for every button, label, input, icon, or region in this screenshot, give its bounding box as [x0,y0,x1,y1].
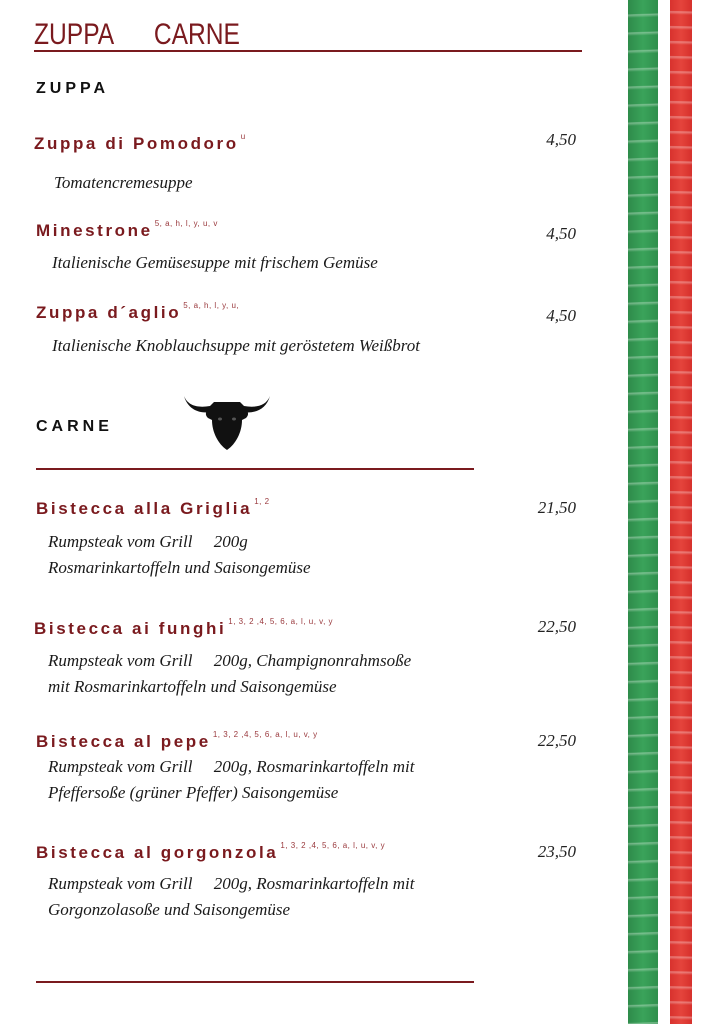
dish-description-line1: Rumpsteak vom Grill 200g, Rosmarinkartoffeln mit [48,757,415,776]
dish-minestrone [36,219,218,241]
dish-name: Zuppa d´aglio [36,303,182,322]
dish-name: Bistecca al gorgonzola [36,843,279,862]
dish-bistecca-al-gorgonzola [36,841,385,863]
allergen-codes: 1, 3, 2 ,4, 5, 6, a, l, u, v, y [280,841,386,850]
allergen-codes: 1, 3, 2 ,4, 5, 6, a, l, u, v, y [212,730,318,739]
bull-head-icon [182,392,272,452]
section-heading-carne: CARNE [36,418,113,435]
dish-description-line2: Rosmarinkartoffeln und Saisongemüse [48,558,311,577]
allergen-codes: 1, 3, 2 ,4, 5, 6, a, l, u, v, y [228,617,334,626]
flag-stripe-green [628,0,658,1024]
dish-bistecca-al-pepe [36,730,318,752]
dish-price: 4,50 [546,130,576,149]
flag-stripe-red [670,0,692,1024]
dish-price: 23,50 [537,842,576,861]
dish-description-line1: Rumpsteak vom Grill 200g, Rosmarinkartoffeln mit [48,874,415,893]
dish-description-line2: mit Rosmarinkartoffeln und Saisongemüse [48,677,337,696]
allergen-codes: 5, a, h, l, y, u, [183,301,240,310]
section-heading-zuppa: ZUPPA [36,80,110,97]
dish-description: Tomatencremesuppe [54,173,193,192]
page-title: ZUPPA CARNE [34,18,240,51]
dish-price: 21,50 [537,498,576,517]
dish-name: Bistecca ai funghi [34,619,227,638]
dish-name: Zuppa di Pomodoro [34,134,239,153]
dish-bistecca-ai-funghi [34,617,333,639]
dish-bistecca-alla-griglia [36,497,270,519]
dish-price: 4,50 [546,306,576,325]
dish-description-line1: Rumpsteak vom Grill 200g [48,532,248,551]
flag-stripe-white [658,0,670,1024]
allergen-codes: 1, 2 [254,497,270,506]
title-divider [34,50,582,52]
dish-zuppa-daglio [36,301,239,323]
dish-price: 22,50 [537,731,576,750]
dish-name: Minestrone [36,221,153,240]
section-divider [36,468,474,470]
dish-name: Bistecca alla Griglia [36,499,253,518]
dish-description: Italienische Knoblauchsuppe mit geröstetem Weißbrot [52,336,420,355]
dish-description: Italienische Gemüsesuppe mit frischem Gemüse [52,253,378,272]
dish-name: Bistecca al pepe [36,732,211,751]
dish-zuppa-di-pomodoro [34,132,246,154]
dish-description-line2: Gorgonzolasoße und Saisongemüse [48,900,291,919]
allergen-codes: 5, a, h, l, y, u, v [154,219,218,228]
allergen-codes: u [240,132,246,141]
footer-divider [36,981,474,983]
dish-description-line2: Pfeffersoße (grüner Pfeffer) Saisongemüse [48,783,339,802]
dish-description-line1: Rumpsteak vom Grill 200g, Champignonrahmsoße [48,651,412,670]
dish-price: 4,50 [546,224,576,243]
dish-price: 22,50 [537,617,576,636]
